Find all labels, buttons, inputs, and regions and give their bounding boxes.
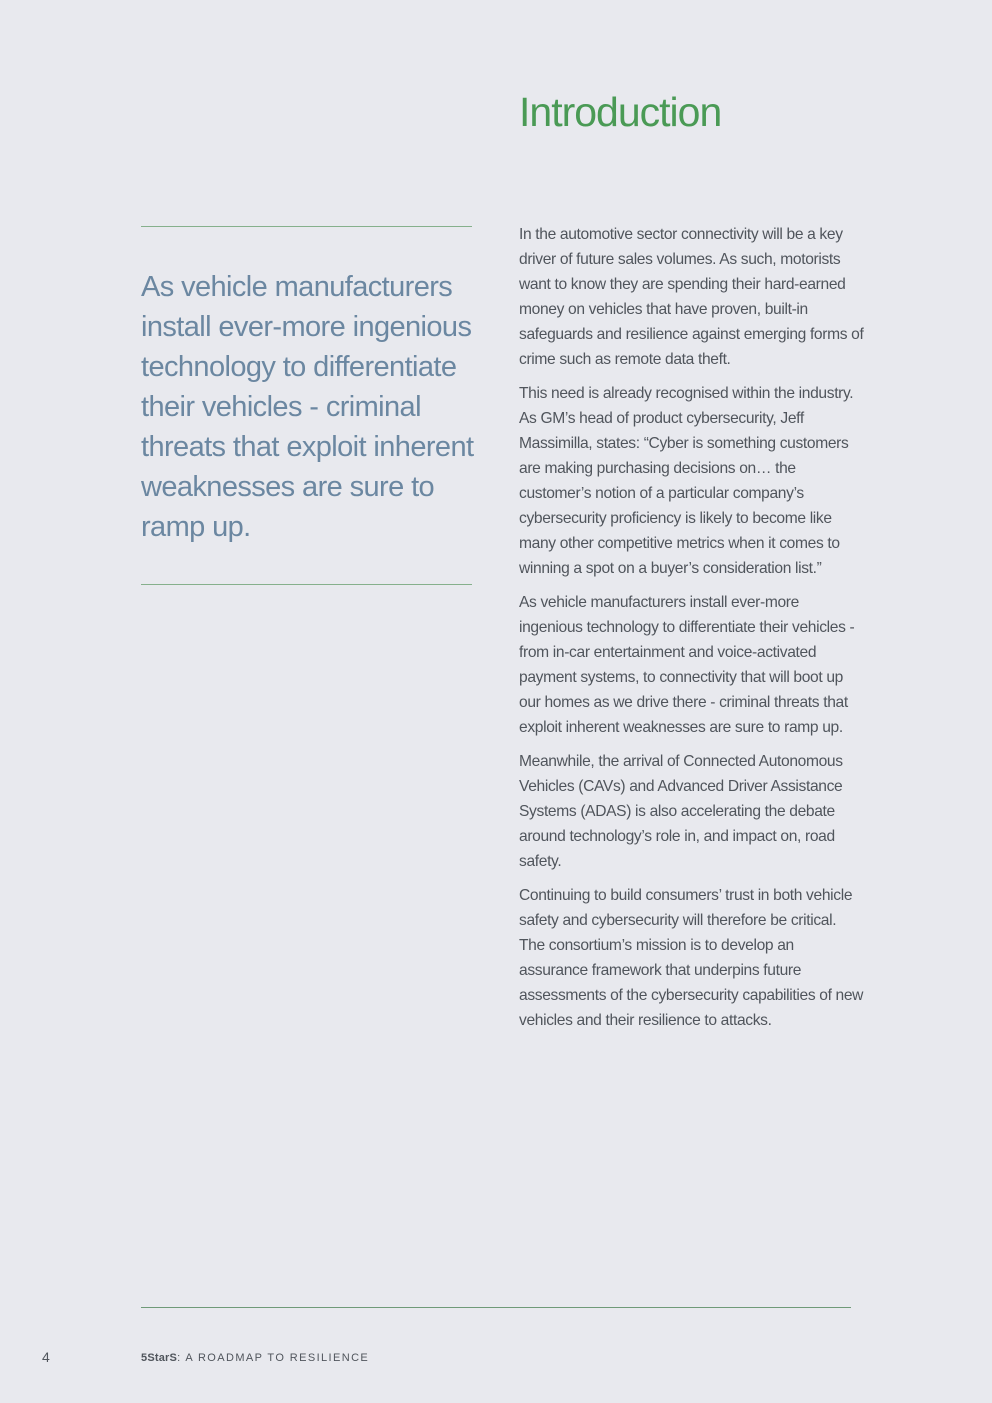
- pull-quote-top-divider: [141, 226, 472, 227]
- page-title: Introduction: [519, 89, 722, 135]
- body-paragraph: Continuing to build consumers’ trust in both vehicle safety and cybersecurity will therefore be critical. The consortium’s mission is to develop an assurance framework that underpins future assessments of the cybersecurity capabilities of new vehicles and their resilience to attacks.: [519, 887, 864, 1029]
- body-paragraph: Meanwhile, the arrival of Connected Autonomous Vehicles (CAVs) and Advanced Driver Assistance Systems (ADAS) is also accelerating the debate around technology’s role in, and impact on, road safety.: [519, 753, 843, 870]
- body-paragraph: As vehicle manufacturers install ever-more ingenious technology to differentiate their vehicles - from in-car entertainment and voice-activated payment systems, to connectivity that will boot up our homes as we drive there - criminal threats that exploit inherent weaknesses are sure to ramp up.: [519, 594, 855, 736]
- body-paragraph: In the automotive sector connectivity will be a key driver of future sales volumes. As such, motorists want to know they are spending their hard-earned money on vehicles that have proven, built-in safeguards and resilience against emerging forms of crime such as remote data theft.: [519, 226, 864, 368]
- body-paragraph: This need is already recognised within the industry. As GM’s head of product cybersecurity, Jeff Massimilla, states: “Cyber is something customers are making purchasing decisions on… the customer’s notion of a particular company’s cybersecurity proficiency is likely to become like many other competitive metrics when it comes to winning a spot on a buyer’s consideration list.”: [519, 385, 854, 577]
- footer-divider: [141, 1307, 851, 1308]
- footer-document-title: [141, 1352, 369, 1364]
- pull-quote-bottom-divider: [141, 584, 472, 585]
- pull-quote: As vehicle manufacturers install ever-more ingenious technology to differentiate their vehicles - criminal threats that exploit inherent weaknesses are sure to ramp up.: [141, 271, 474, 543]
- footer-brand: 5StarS: [141, 1352, 178, 1364]
- body-text-column: [519, 222, 864, 1042]
- footer-title: : A ROADMAP TO RESILIENCE: [177, 1352, 370, 1364]
- page-number: 4: [42, 1349, 50, 1365]
